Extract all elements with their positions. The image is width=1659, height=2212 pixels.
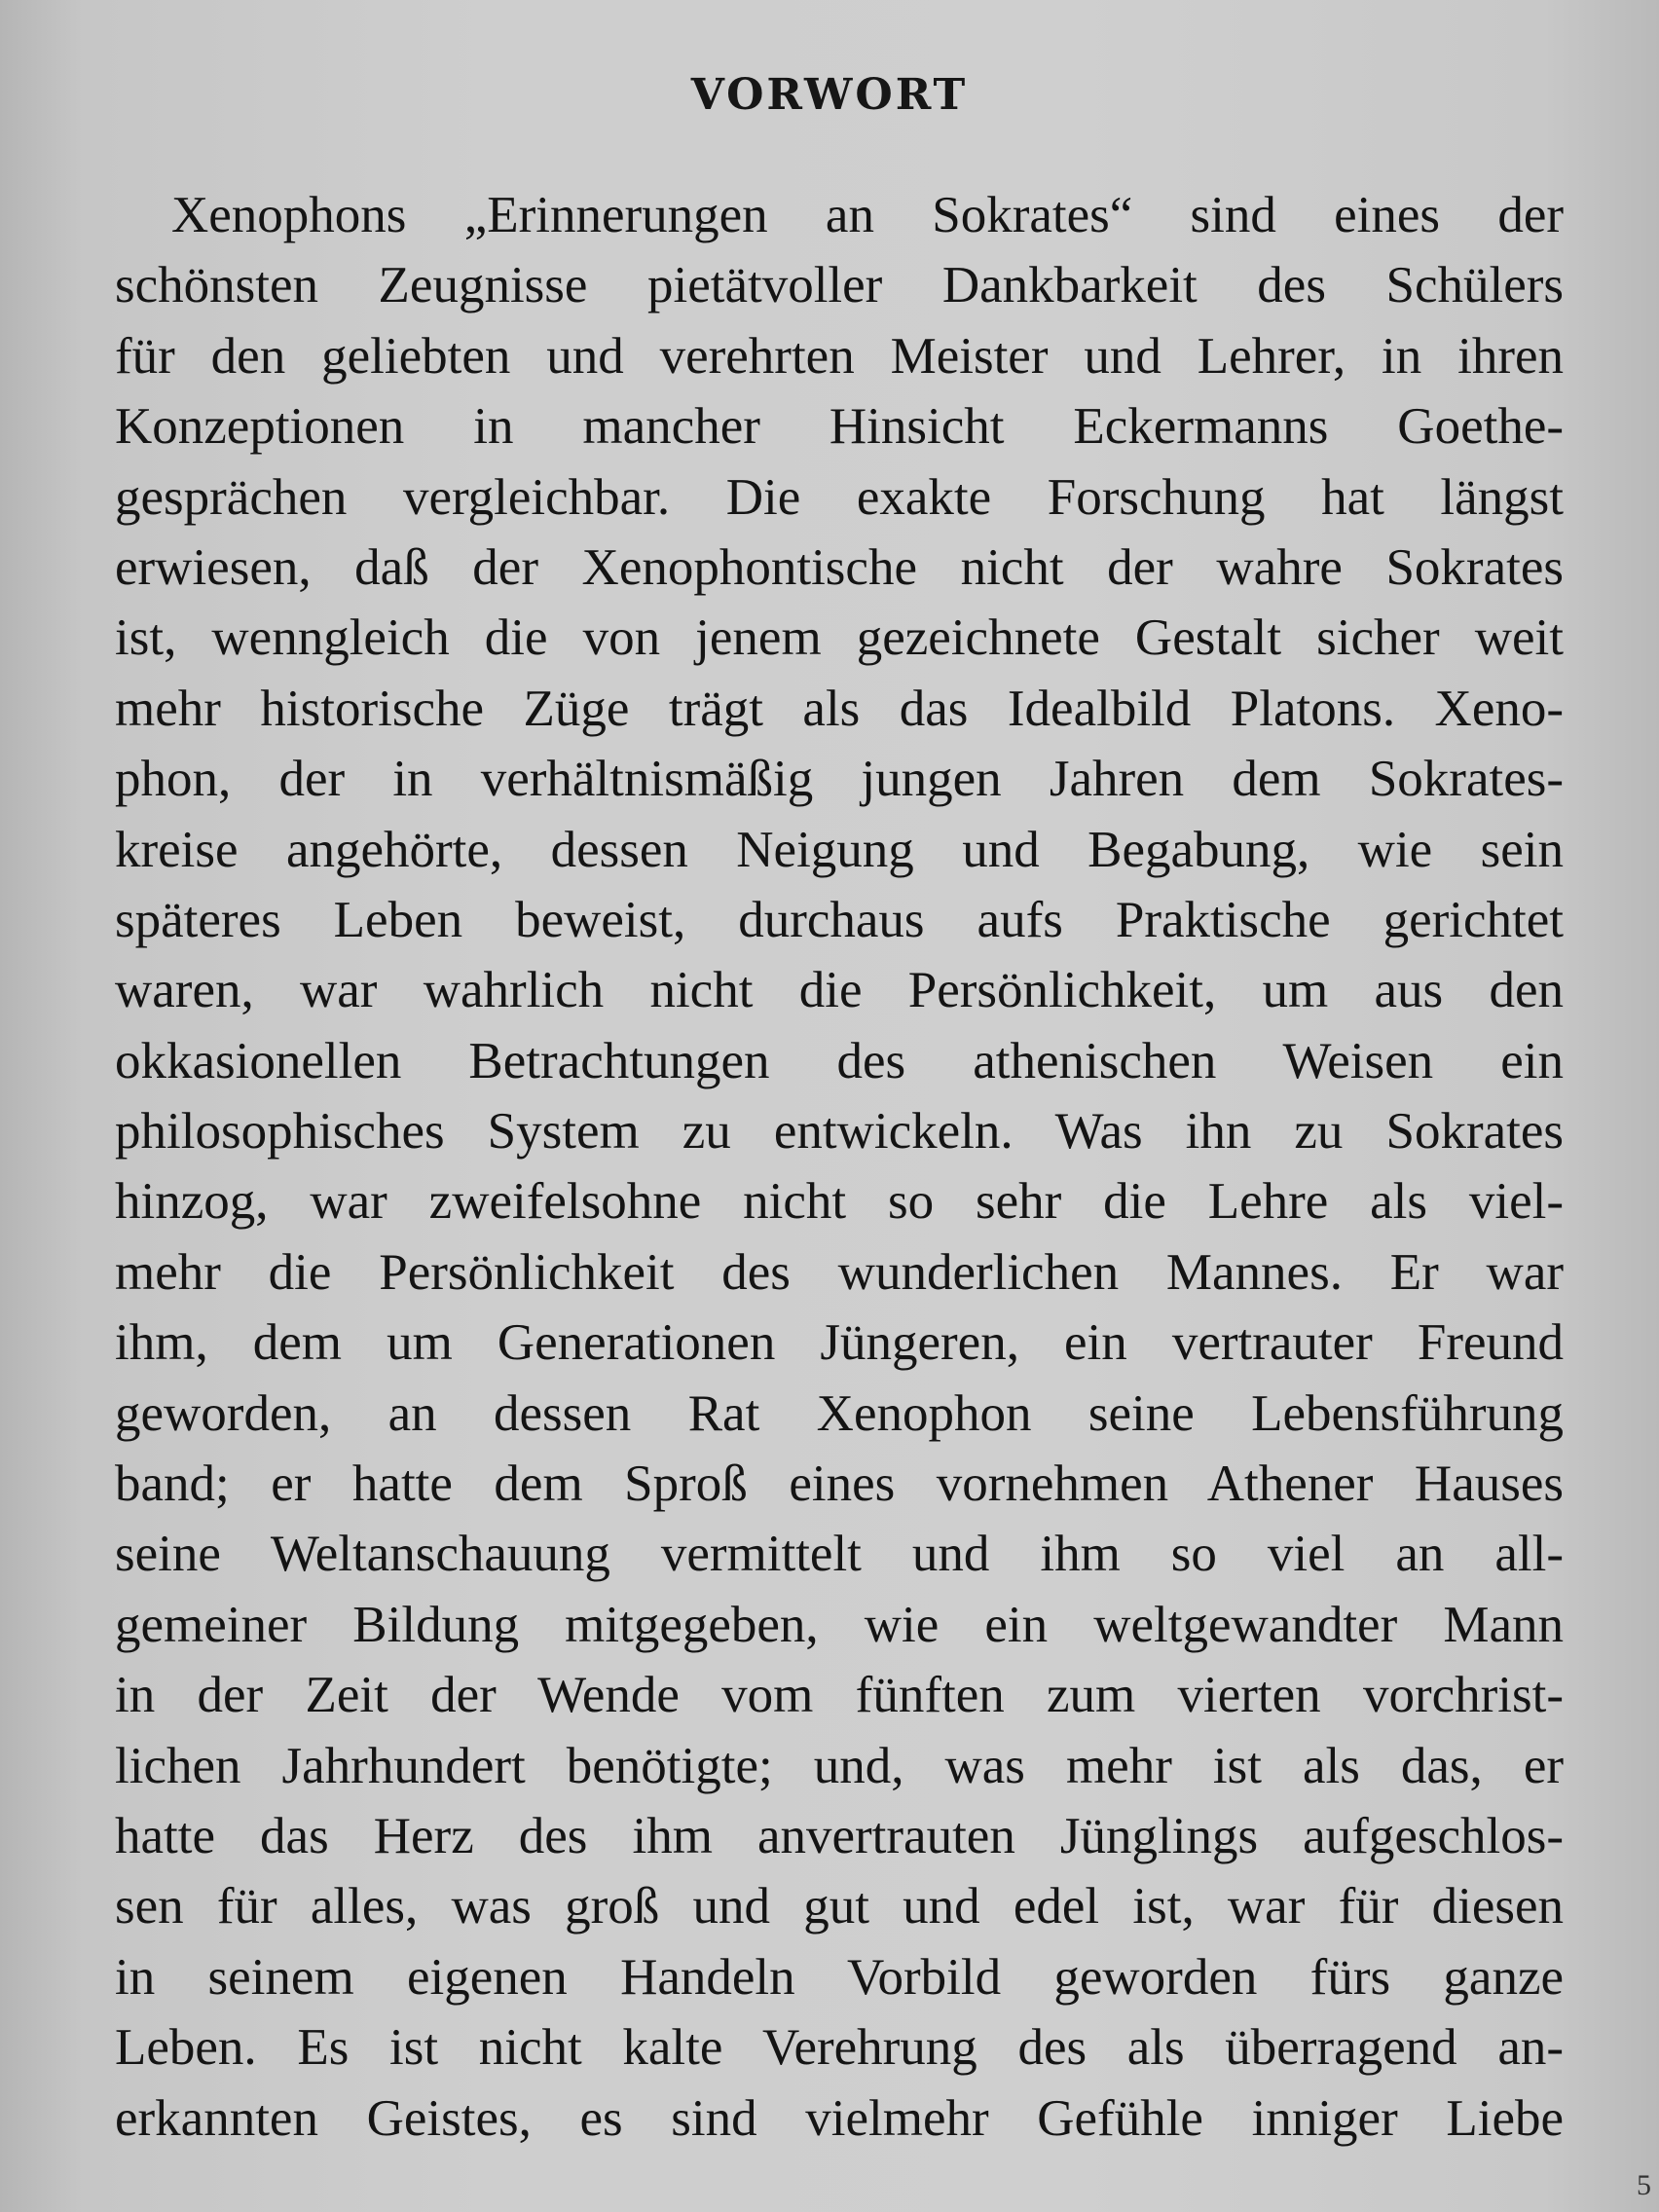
text-line: schönsten Zeugnisse pietätvoller Dankbarkeit des Schülers	[115, 257, 1564, 314]
text-line: kreise angehörte, dessen Neigung und Begabung, wie sein	[115, 821, 1564, 878]
text-line: in der Zeit der Wende vom fünften zum vierten vorchrist-	[115, 1667, 1564, 1724]
text-line: philosophisches System zu entwickeln. Was ihn zu Sokrates	[115, 1103, 1564, 1161]
text-line: erwiesen, daß der Xenophontische nicht der wahre Sokrates	[115, 538, 1564, 596]
text-line: okkasionellen Betrachtungen des athenischen Weisen ein	[115, 1032, 1564, 1089]
text-line: Leben. Es ist nicht kalte Verehrung des als überragend an-	[115, 2019, 1564, 2077]
text-line: geworden, an dessen Rat Xenophon seine Lebensführung	[115, 1384, 1564, 1442]
text-line: band; er hatte dem Sproß eines vornehmen Athener Hauses	[115, 1456, 1564, 1513]
text-line: mehr historische Züge trägt als das Idealbild Platons. Xeno-	[115, 680, 1564, 737]
page-title: VORWORT	[690, 70, 969, 120]
text-line: phon, der in verhältnismäßig jungen Jahren dem Sokrates-	[115, 751, 1564, 808]
text-line: für den geliebten und verehrten Meister und Lehrer, in ihren	[115, 327, 1564, 385]
text-line: Konzeptionen in mancher Hinsicht Eckermanns Goethe-	[115, 398, 1564, 456]
text-line: hinzog, war zweifelsohne nicht so sehr die Lehre als viel-	[115, 1173, 1564, 1231]
text-line: ist, wenngleich die von jenem gezeichnete Gestalt sicher weit	[115, 609, 1564, 667]
text-line: gemeiner Bildung mitgegeben, wie ein weltgewandter Mann	[115, 1596, 1564, 1653]
text-line: mehr die Persönlichkeit des wunderlichen Mannes. Er war	[115, 1243, 1564, 1301]
text-line: seine Weltanschauung vermittelt und ihm so viel an all-	[115, 1526, 1564, 1583]
text-line: lichen Jahrhundert benötigte; und, was mehr ist als das, er	[115, 1737, 1564, 1794]
text-line: hatte das Herz des ihm anvertrauten Jünglings aufgeschlos-	[115, 1807, 1564, 1864]
text-line: Xenophons „Erinnerungen an Sokrates“ sind eines der	[171, 187, 1564, 243]
page-number: 5	[1637, 2169, 1651, 2201]
text-line: sen für alles, was groß und gut und edel ist, war für diesen	[115, 1878, 1564, 1936]
text-line: ihm, dem um Generationen Jüngeren, ein vertrauter Freund	[115, 1314, 1564, 1372]
body-text	[115, 180, 1564, 2154]
text-line: erkannten Geistes, es sind vielmehr Gefühle inniger Liebe	[115, 2089, 1564, 2147]
text-line: späteres Leben beweist, durchaus aufs Praktische gerichtet	[115, 891, 1564, 948]
text-line: gesprächen vergleichbar. Die exakte Forschung hat längst	[115, 468, 1564, 526]
text-line: waren, war wahrlich nicht die Persönlichkeit, um aus den	[115, 962, 1564, 1019]
text-line: in seinem eigenen Handeln Vorbild geworden fürs ganze	[115, 1948, 1564, 2006]
